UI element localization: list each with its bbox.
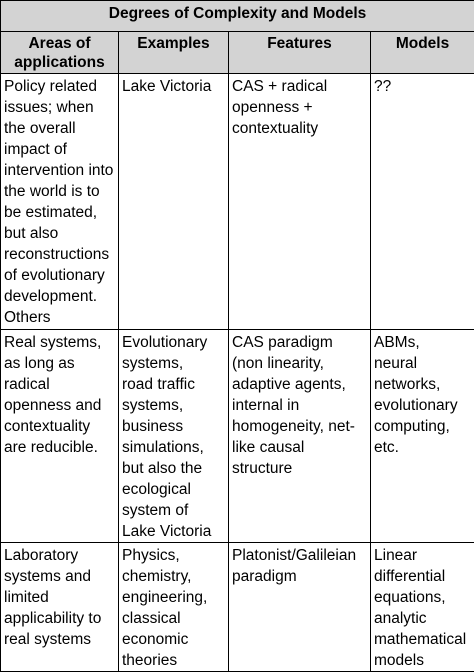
- cell-examples: Evolutionary systems, road traffic systems, business simulations, but also the ecological system of Lake Victoria: [119, 330, 229, 543]
- cell-areas: Laboratory systems and limited applicability to real systems: [1, 543, 119, 672]
- title-row: [1, 1, 474, 32]
- cell-features: CAS + radical openness + contextuality: [229, 74, 371, 330]
- header-areas: Areas of applications: [1, 32, 119, 74]
- header-examples: Examples: [119, 32, 229, 74]
- cell-examples: Lake Victoria: [119, 74, 229, 330]
- table-title: Degrees of Complexity and Models: [1, 1, 474, 32]
- cell-models: ??: [371, 74, 474, 330]
- cell-models: Linear differential equations, analytic mathematical models: [371, 543, 474, 672]
- header-features: Features: [229, 32, 371, 74]
- cell-features: Platonist/Galileian paradigm: [229, 543, 371, 672]
- table-row: [1, 543, 474, 672]
- table-row: [1, 74, 474, 330]
- header-row: [1, 32, 474, 74]
- cell-models: ABMs, neural networks, evolutionary computing, etc.: [371, 330, 474, 543]
- table-row: [1, 330, 474, 543]
- cell-examples: Physics, chemistry, engineering, classical economic theories: [119, 543, 229, 672]
- cell-areas: Policy related issues; when the overall impact of intervention into the world is to be estimated, but also reconstructions of evolutionary development. Others: [1, 74, 119, 330]
- cell-areas: Real systems, as long as radical openness and contextuality are reducible.: [1, 330, 119, 543]
- header-models: Models: [371, 32, 474, 74]
- cell-features: CAS paradigm (non linearity, adaptive agents, internal in homogeneity, net- like causal structure: [229, 330, 371, 543]
